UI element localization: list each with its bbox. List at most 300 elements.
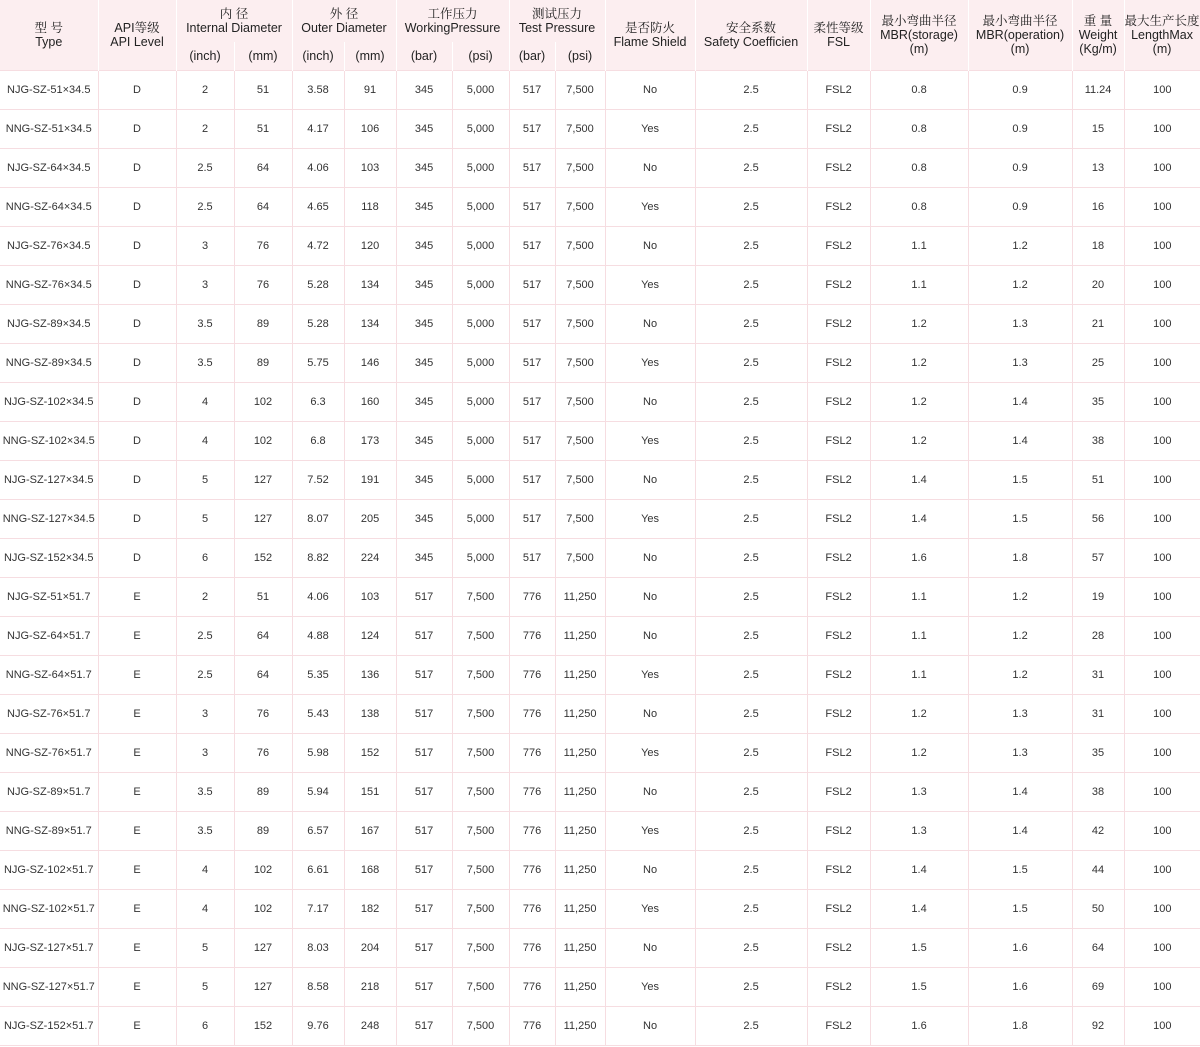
table-cell: 345: [396, 71, 452, 110]
table-cell: 100: [1124, 734, 1200, 773]
col-header-safety-coefficient: 安全系数 Safety Coefficien: [695, 0, 807, 71]
table-cell: 517: [509, 539, 555, 578]
table-cell: 218: [344, 968, 396, 1007]
table-cell: 5: [176, 500, 234, 539]
table-cell: 76: [234, 734, 292, 773]
table-cell: 4.65: [292, 188, 344, 227]
table-cell: 120: [344, 227, 396, 266]
table-cell: 51: [234, 71, 292, 110]
table-cell: 1.4: [870, 851, 968, 890]
table-cell: 1.1: [870, 617, 968, 656]
table-cell: 517: [396, 812, 452, 851]
table-cell: 11,250: [555, 929, 605, 968]
table-cell: 7,500: [555, 188, 605, 227]
table-cell: 1.1: [870, 578, 968, 617]
table-cell: 3: [176, 734, 234, 773]
table-cell: 13: [1072, 149, 1124, 188]
col-header-length-max: 最大生产长度 LengthMax (m): [1124, 0, 1200, 71]
table-cell: D: [98, 188, 176, 227]
table-cell: 2.5: [695, 461, 807, 500]
table-cell: 89: [234, 812, 292, 851]
table-cell: 35: [1072, 734, 1124, 773]
table-cell: 19: [1072, 578, 1124, 617]
table-cell: 5,000: [452, 500, 509, 539]
table-row: [0, 539, 1200, 578]
table-cell: 776: [509, 929, 555, 968]
table-cell: 517: [509, 305, 555, 344]
table-cell: 151: [344, 773, 396, 812]
table-cell: 6: [176, 1007, 234, 1046]
table-cell: 1.2: [968, 266, 1072, 305]
table-cell: 124: [344, 617, 396, 656]
table-cell: 5,000: [452, 110, 509, 149]
table-cell: 345: [396, 305, 452, 344]
table-cell: 2.5: [695, 227, 807, 266]
table-header: [0, 0, 1200, 71]
table-cell: 5.94: [292, 773, 344, 812]
table-cell: 64: [234, 617, 292, 656]
table-cell: 16: [1072, 188, 1124, 227]
table-cell: 2.5: [695, 383, 807, 422]
table-cell: 11,250: [555, 734, 605, 773]
col-header-weight: 重 量 Weight (Kg/m): [1072, 0, 1124, 71]
table-cell: FSL2: [807, 266, 870, 305]
table-cell: FSL2: [807, 539, 870, 578]
table-cell: E: [98, 773, 176, 812]
table-cell: 102: [234, 383, 292, 422]
table-cell: 89: [234, 305, 292, 344]
table-cell: 64: [234, 188, 292, 227]
table-cell: Yes: [605, 344, 695, 383]
table-cell: Yes: [605, 656, 695, 695]
table-cell: 1.6: [968, 929, 1072, 968]
table-cell: D: [98, 71, 176, 110]
table-cell: 4.72: [292, 227, 344, 266]
col-header-internal-diameter: 内 径 Internal Diameter: [176, 0, 292, 42]
col-header-test-pressure: 测试压力 Test Pressure: [509, 0, 605, 42]
table-cell: D: [98, 344, 176, 383]
table-cell: NNG-SZ-89×51.7: [0, 812, 98, 851]
table-row: [0, 227, 1200, 266]
table-cell: 1.5: [870, 968, 968, 1007]
table-cell: 51: [234, 110, 292, 149]
table-cell: 3.5: [176, 773, 234, 812]
table-cell: 1.2: [870, 695, 968, 734]
table-cell: 517: [396, 968, 452, 1007]
table-cell: No: [605, 539, 695, 578]
table-cell: 152: [234, 539, 292, 578]
table-cell: 1.1: [870, 227, 968, 266]
table-cell: 7,500: [452, 890, 509, 929]
table-cell: 152: [344, 734, 396, 773]
table-cell: D: [98, 266, 176, 305]
unit-tp-psi: (psi): [555, 42, 605, 71]
table-cell: 11,250: [555, 695, 605, 734]
table-cell: 18: [1072, 227, 1124, 266]
table-cell: 1.2: [968, 617, 1072, 656]
table-cell: 7,500: [452, 968, 509, 1007]
table-cell: NJG-SZ-127×34.5: [0, 461, 98, 500]
table-cell: 7,500: [555, 110, 605, 149]
table-cell: 2.5: [695, 890, 807, 929]
table-cell: NJG-SZ-51×51.7: [0, 578, 98, 617]
table-cell: 8.03: [292, 929, 344, 968]
table-cell: 2.5: [695, 656, 807, 695]
table-cell: 5,000: [452, 383, 509, 422]
table-cell: 7,500: [452, 656, 509, 695]
table-cell: 1.4: [968, 812, 1072, 851]
table-cell: 92: [1072, 1007, 1124, 1046]
unit-wp-bar: (bar): [396, 42, 452, 71]
table-cell: 7,500: [555, 500, 605, 539]
table-cell: 160: [344, 383, 396, 422]
table-cell: 776: [509, 1007, 555, 1046]
table-row: [0, 617, 1200, 656]
table-cell: 11,250: [555, 773, 605, 812]
table-cell: 76: [234, 227, 292, 266]
table-cell: 776: [509, 812, 555, 851]
table-cell: 134: [344, 266, 396, 305]
table-cell: 1.2: [968, 656, 1072, 695]
unit-wp-psi: (psi): [452, 42, 509, 71]
table-cell: 5,000: [452, 305, 509, 344]
table-cell: 345: [396, 227, 452, 266]
table-cell: 2.5: [695, 1007, 807, 1046]
table-cell: E: [98, 734, 176, 773]
table-cell: 100: [1124, 422, 1200, 461]
table-cell: NJG-SZ-89×34.5: [0, 305, 98, 344]
table-cell: 100: [1124, 656, 1200, 695]
table-cell: 2.5: [695, 500, 807, 539]
table-cell: 100: [1124, 578, 1200, 617]
table-cell: 0.9: [968, 188, 1072, 227]
unit-id-mm: (mm): [234, 42, 292, 71]
table-cell: 2: [176, 578, 234, 617]
table-row: [0, 929, 1200, 968]
table-cell: E: [98, 851, 176, 890]
table-cell: 50: [1072, 890, 1124, 929]
table-cell: 2: [176, 110, 234, 149]
table-cell: 345: [396, 266, 452, 305]
table-cell: 5,000: [452, 344, 509, 383]
table-cell: 89: [234, 344, 292, 383]
table-row: [0, 422, 1200, 461]
table-cell: 42: [1072, 812, 1124, 851]
table-cell: 7,500: [555, 461, 605, 500]
unit-od-inch: (inch): [292, 42, 344, 71]
table-cell: 8.58: [292, 968, 344, 1007]
table-cell: 517: [396, 890, 452, 929]
table-cell: 102: [234, 890, 292, 929]
table-cell: 1.5: [968, 851, 1072, 890]
table-cell: 517: [396, 929, 452, 968]
table-cell: 5,000: [452, 188, 509, 227]
table-cell: 7,500: [452, 578, 509, 617]
table-cell: 11,250: [555, 656, 605, 695]
table-cell: 100: [1124, 188, 1200, 227]
table-cell: 2.5: [695, 617, 807, 656]
table-cell: 56: [1072, 500, 1124, 539]
table-cell: 100: [1124, 305, 1200, 344]
table-cell: FSL2: [807, 305, 870, 344]
table-cell: Yes: [605, 968, 695, 1007]
table-cell: NJG-SZ-64×34.5: [0, 149, 98, 188]
table-cell: 127: [234, 929, 292, 968]
table-cell: Yes: [605, 890, 695, 929]
table-cell: 51: [234, 578, 292, 617]
table-row: [0, 851, 1200, 890]
table-cell: 146: [344, 344, 396, 383]
unit-tp-bar: (bar): [509, 42, 555, 71]
table-cell: 100: [1124, 344, 1200, 383]
table-cell: 2: [176, 71, 234, 110]
table-cell: 57: [1072, 539, 1124, 578]
table-cell: 6: [176, 539, 234, 578]
table-cell: 38: [1072, 422, 1124, 461]
table-cell: 5,000: [452, 149, 509, 188]
table-cell: 5.28: [292, 305, 344, 344]
table-cell: No: [605, 149, 695, 188]
table-cell: 1.6: [870, 1007, 968, 1046]
table-cell: NJG-SZ-76×34.5: [0, 227, 98, 266]
table-cell: 0.8: [870, 110, 968, 149]
table-cell: 8.82: [292, 539, 344, 578]
table-cell: E: [98, 968, 176, 1007]
table-cell: FSL2: [807, 149, 870, 188]
table-cell: NNG-SZ-64×51.7: [0, 656, 98, 695]
table-cell: No: [605, 617, 695, 656]
table-cell: FSL2: [807, 773, 870, 812]
table-cell: 100: [1124, 851, 1200, 890]
table-cell: 100: [1124, 968, 1200, 1007]
table-cell: 118: [344, 188, 396, 227]
table-cell: NNG-SZ-127×34.5: [0, 500, 98, 539]
col-header-mbr-operation: 最小弯曲半径 MBR(operation) (m): [968, 0, 1072, 71]
table-cell: 517: [396, 734, 452, 773]
table-cell: D: [98, 149, 176, 188]
table-cell: 1.4: [968, 773, 1072, 812]
table-cell: 64: [234, 149, 292, 188]
table-row: [0, 695, 1200, 734]
table-cell: 2.5: [695, 344, 807, 383]
table-cell: 0.9: [968, 110, 1072, 149]
table-cell: 776: [509, 617, 555, 656]
table-cell: FSL2: [807, 500, 870, 539]
table-cell: 8.07: [292, 500, 344, 539]
table-cell: 4: [176, 422, 234, 461]
table-cell: 0.8: [870, 71, 968, 110]
table-cell: 517: [509, 422, 555, 461]
table-row: [0, 890, 1200, 929]
table-cell: 0.8: [870, 188, 968, 227]
table-cell: 4: [176, 890, 234, 929]
table-cell: 20: [1072, 266, 1124, 305]
table-cell: 91: [344, 71, 396, 110]
table-cell: 2.5: [695, 851, 807, 890]
table-cell: 11.24: [1072, 71, 1124, 110]
table-cell: FSL2: [807, 734, 870, 773]
table-cell: 100: [1124, 539, 1200, 578]
table-cell: 44: [1072, 851, 1124, 890]
table-cell: Yes: [605, 422, 695, 461]
table-cell: 776: [509, 851, 555, 890]
table-cell: 152: [234, 1007, 292, 1046]
table-cell: D: [98, 539, 176, 578]
table-cell: 134: [344, 305, 396, 344]
table-cell: 106: [344, 110, 396, 149]
table-cell: 1.2: [870, 344, 968, 383]
table-cell: 6.8: [292, 422, 344, 461]
table-cell: 2.5: [695, 734, 807, 773]
table-cell: NJG-SZ-127×51.7: [0, 929, 98, 968]
table-cell: 776: [509, 890, 555, 929]
table-cell: 7,500: [555, 227, 605, 266]
table-cell: 1.8: [968, 539, 1072, 578]
table-cell: 2.5: [695, 773, 807, 812]
table-cell: E: [98, 695, 176, 734]
table-cell: 35: [1072, 383, 1124, 422]
table-cell: 345: [396, 422, 452, 461]
table-cell: 4.06: [292, 149, 344, 188]
table-body: [0, 71, 1200, 1046]
table-cell: 1.3: [968, 695, 1072, 734]
table-cell: 138: [344, 695, 396, 734]
table-cell: 89: [234, 773, 292, 812]
table-cell: 2.5: [695, 422, 807, 461]
table-cell: 2.5: [695, 968, 807, 1007]
table-cell: 776: [509, 968, 555, 1007]
table-row: [0, 188, 1200, 227]
table-cell: 100: [1124, 929, 1200, 968]
table-cell: No: [605, 851, 695, 890]
table-cell: 4.06: [292, 578, 344, 617]
table-cell: 7,500: [555, 149, 605, 188]
table-cell: FSL2: [807, 929, 870, 968]
table-cell: 1.8: [968, 1007, 1072, 1046]
table-cell: 7,500: [555, 266, 605, 305]
table-cell: D: [98, 227, 176, 266]
table-cell: 127: [234, 968, 292, 1007]
col-header-outer-diameter: 外 径 Outer Diameter: [292, 0, 396, 42]
table-cell: 136: [344, 656, 396, 695]
table-cell: 517: [509, 344, 555, 383]
unit-id-inch: (inch): [176, 42, 234, 71]
table-row: [0, 656, 1200, 695]
table-cell: FSL2: [807, 968, 870, 1007]
table-cell: 21: [1072, 305, 1124, 344]
table-cell: 205: [344, 500, 396, 539]
table-cell: 224: [344, 539, 396, 578]
table-cell: 11,250: [555, 1007, 605, 1046]
table-cell: 0.9: [968, 149, 1072, 188]
table-cell: 100: [1124, 383, 1200, 422]
table-cell: NNG-SZ-89×34.5: [0, 344, 98, 383]
table-cell: 100: [1124, 617, 1200, 656]
unit-od-mm: (mm): [344, 42, 396, 71]
table-cell: 11,250: [555, 968, 605, 1007]
table-cell: NJG-SZ-102×34.5: [0, 383, 98, 422]
table-row: [0, 344, 1200, 383]
table-row: [0, 578, 1200, 617]
table-cell: FSL2: [807, 110, 870, 149]
table-cell: 345: [396, 110, 452, 149]
table-cell: 100: [1124, 227, 1200, 266]
table-cell: FSL2: [807, 617, 870, 656]
table-cell: 31: [1072, 695, 1124, 734]
table-cell: 11,250: [555, 851, 605, 890]
table-cell: No: [605, 578, 695, 617]
col-header-fsl: 柔性等级 FSL: [807, 0, 870, 71]
table-cell: 127: [234, 461, 292, 500]
table-cell: 11,250: [555, 812, 605, 851]
table-cell: 1.2: [968, 227, 1072, 266]
table-cell: 173: [344, 422, 396, 461]
table-cell: 7,500: [555, 71, 605, 110]
table-cell: 776: [509, 578, 555, 617]
table-cell: No: [605, 383, 695, 422]
table-cell: 6.57: [292, 812, 344, 851]
table-cell: 2.5: [695, 188, 807, 227]
table-cell: 5: [176, 461, 234, 500]
table-cell: 1.4: [968, 422, 1072, 461]
table-cell: FSL2: [807, 851, 870, 890]
table-cell: 69: [1072, 968, 1124, 1007]
table-cell: 1.6: [870, 539, 968, 578]
table-cell: 345: [396, 539, 452, 578]
table-cell: 64: [1072, 929, 1124, 968]
table-cell: 776: [509, 695, 555, 734]
table-row: [0, 773, 1200, 812]
table-cell: 517: [396, 773, 452, 812]
table-cell: 345: [396, 383, 452, 422]
table-cell: 4: [176, 383, 234, 422]
table-cell: 345: [396, 344, 452, 383]
table-cell: 776: [509, 656, 555, 695]
table-cell: 11,250: [555, 890, 605, 929]
table-cell: 5.35: [292, 656, 344, 695]
table-cell: 5: [176, 968, 234, 1007]
table-cell: 3: [176, 266, 234, 305]
table-cell: 7,500: [555, 305, 605, 344]
table-cell: 127: [234, 500, 292, 539]
table-cell: 167: [344, 812, 396, 851]
table-cell: 2.5: [695, 110, 807, 149]
table-row: [0, 383, 1200, 422]
table-cell: 1.4: [870, 890, 968, 929]
table-cell: 1.4: [870, 461, 968, 500]
table-cell: NNG-SZ-102×34.5: [0, 422, 98, 461]
table-cell: No: [605, 461, 695, 500]
table-cell: NJG-SZ-152×51.7: [0, 1007, 98, 1046]
table-row: [0, 110, 1200, 149]
table-cell: 7.17: [292, 890, 344, 929]
table-cell: Yes: [605, 812, 695, 851]
table-cell: 6.61: [292, 851, 344, 890]
table-cell: 11,250: [555, 617, 605, 656]
table-row: [0, 305, 1200, 344]
table-cell: 7,500: [555, 344, 605, 383]
table-cell: FSL2: [807, 422, 870, 461]
table-cell: 1.3: [870, 773, 968, 812]
table-row: [0, 1007, 1200, 1046]
table-cell: 100: [1124, 1007, 1200, 1046]
table-cell: 5.28: [292, 266, 344, 305]
table-cell: 3: [176, 695, 234, 734]
table-cell: NJG-SZ-89×51.7: [0, 773, 98, 812]
table-cell: 5.98: [292, 734, 344, 773]
col-header-api-level: API等级 API Level: [98, 0, 176, 71]
table-cell: D: [98, 500, 176, 539]
